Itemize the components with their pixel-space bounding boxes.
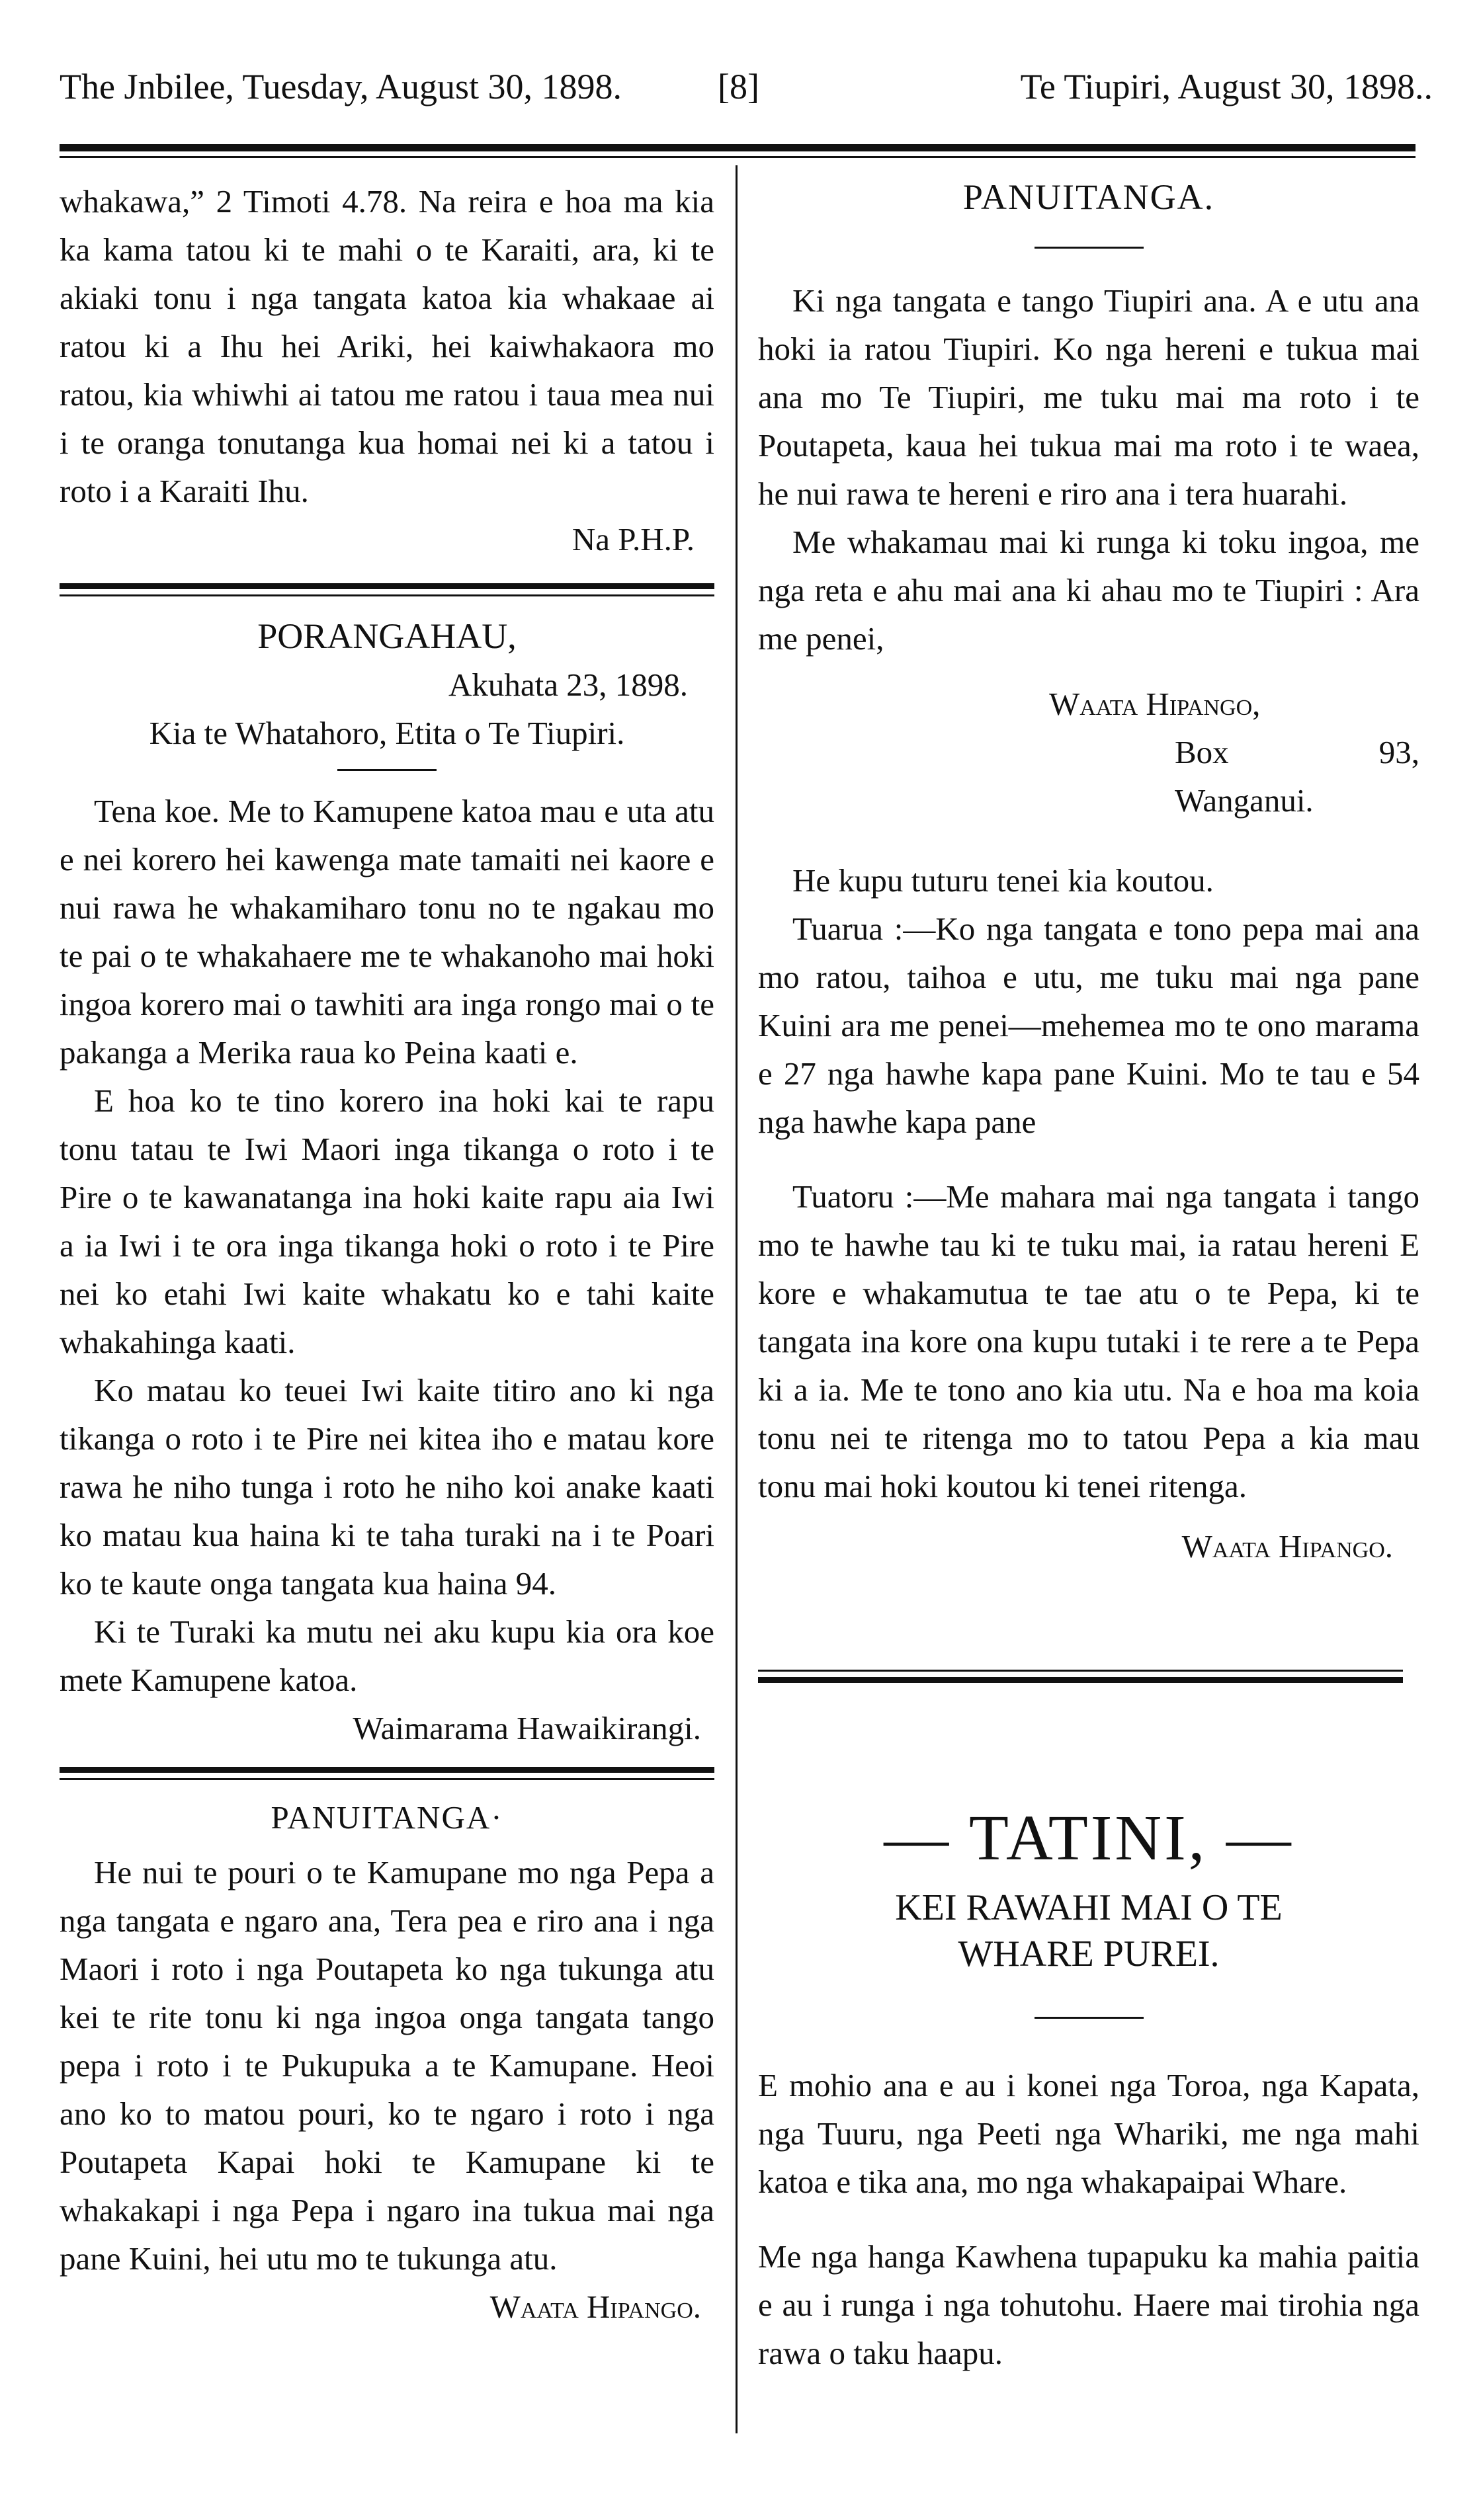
panuitanga-p4: Tuarua :—Ko nga tangata e tono pepa mai ana mo ratou, taihoa e utu, me tuku mai nga pane Kuini ara me penei—mehemea mo te ono marama e 27 nga hawhe kapa pane Kuini. Mo te tau e 54 nga hawhe kapa pane [758, 911, 1419, 1140]
header-left: The Jnbilee, Tuesday, August 30, 1898. [60, 67, 622, 106]
section-rule [60, 1767, 714, 1780]
column-divider [736, 165, 738, 2433]
header-rule-thin [60, 156, 1416, 158]
tatini-title: — TATINI, — [884, 1803, 1294, 1874]
section-rule [60, 583, 714, 596]
short-rule [1035, 2017, 1144, 2019]
letter-paragraph: Ko matau ko teuei Iwi kaite titiro ano ki nga tikanga o roto i te Pire nei kitea iho e matau kore rawa he niho tunga i roto he niho koi anake kaati ko matau kua haina ki te taha turaki na i te Poari ko te kaute onga tangata kua haina 94. [60, 1372, 714, 1602]
letter-paragraph: Ki te Turaki ka mutu nei aku kupu kia ora koe mete Kamupene katoa. [60, 1613, 714, 1698]
panuitanga-p2: Me whakamau mai ki runga ki toku ingoa, me nga reta e ahu mai ana ki ahau mo te Tiupiri : Ara me penei, [758, 524, 1419, 657]
tatini-subtitle: KEI RAWAHI MAI O TE WHARE PUREI. [895, 1887, 1283, 1974]
letter-place: PORANGAHAU, [257, 616, 517, 656]
notice-signature: Waata Hipango. [489, 2289, 701, 2325]
section-rule [758, 1670, 1403, 1683]
tatini-p2: Me nga hanga Kawhena tupapuku ka mahia paitia e au i runga i nga tohutohu. Haere mai tirohia nga rawa o taku haapu. [758, 2238, 1419, 2371]
address-box: Box 93, Wanganui. [1175, 734, 1419, 819]
panuitanga-p5: Tuatoru :—Me mahara mai nga tangata i tango mo te hawhe tau ki te tuku mai, ia ratau hereni E kore e whakamutua te tae atu o te Pepa, ki te tangata ina kore ona kupu tutaki i te rere a te Pepa ki a ia. Me te tono ano kia utu. Na e hoa ma koia tonu nei te ritenga mo to tatou Pepa a kia mau tonu mai hoki koutou ki tenei ritenga. [758, 1178, 1419, 1504]
panuitanga-signature: Waata Hipango. [1181, 1528, 1393, 1565]
header-rule-thick [60, 144, 1416, 151]
tatini-p1: E mohio ana e au i konei nga Toroa, nga Kapata, nga Tuuru, nga Peeti nga Whariki, me nga mahi katoa e tika ana, mo nga whakapaipai Whare. [758, 2067, 1419, 2200]
panuitanga-p3: He kupu tuturu tenei kia koutou. [792, 862, 1214, 899]
short-rule [1035, 247, 1144, 249]
addressee-text: Kia te Whatahoro, Etita o Te Tiupiri. [149, 715, 625, 751]
letter-paragraph: Tena koe. Me to Kamupene katoa mau e uta atu e nei korero hei kawenga mate tamaiti nei kaore e nui rawa he whakamiharo tonu no te ngakau mo te pai o te whakahaere me te whakanoho mai hoki ingoa korero mai o tawhiti ara inga rongo mai o te pakanga a Merika raua ko Peina kaati e. [60, 793, 714, 1071]
letter-date: Akuhata 23, 1898. [448, 667, 688, 703]
letter-paragraph: E hoa ko te tino korero ina hoki kai te rapu tonu tatau te Iwi Maori inga tikanga o roto i te Pire o te kawanatanga ina hoki kaite rapu aia Iwi a ia Iwi i te ora inga tikanga hoki o roto i te Pire nei ko etahi Iwi kaite whakatu ko e tahi kaite whakahinga kaati. [60, 1082, 714, 1360]
page-number: [8] [718, 67, 759, 106]
short-rule [337, 769, 437, 771]
address-name: Waata Hipango, [1049, 686, 1261, 722]
notice-text: He nui te pouri o te Kamupane mo nga Pepa a nga tangata e ngaro ana, Tera pea e riro ana i nga Maori i roto i nga Poutapeta ko nga tukunga atu kei te rite tonu ki nga ingoa onga tangata tango pepa i roto i te Pukupuka a te Kamupane. Heoi ano ko to matou pouri, ko te ngaro i roto i nga Poutapeta Kapai hoki te Kamupane ki te whakakapi i nga Pepa i ngaro ina tukua mai nga pane Kuini, hei utu mo te tukunga atu. [60, 1854, 714, 2277]
panuitanga-p1: Ki nga tangata e tango Tiupiri ana. A e utu ana hoki ia ratou Tiupiri. Ko nga hereni e tukua mai ana mo Te Tiupiri, me tuku mai ma roto i te Poutapeta, kaua hei tukua mai ma roto i te waea, he nui rawa te hereni e riro ana i tera huarahi. [758, 282, 1419, 512]
letter-addressee [60, 709, 714, 757]
letter-signature: Waimarama Hawaikirangi. [353, 1710, 701, 1746]
header-right: Te Tiupiri, August 30, 1898.. [1020, 67, 1433, 106]
left-column [60, 177, 714, 2331]
opening-signature: Na P.H.P. [571, 521, 695, 557]
opening-text: whakawa,” 2 Timoti 4.78. Na reira e hoa ma kia ka kama tatou ki te mahi o te Karaiti, ara, ki te akiaki tonu i nga tangata katoa kia whakaae ai ratou ki a Ihu hei Ariki, hei kaiwhakaora mo ratou, kia whiwhi ai tatou me ratou i taua mea nui i te oranga tonutanga kua homai nei ki a tatou i roto i a Karaiti Ihu. [60, 183, 714, 509]
panuitanga-title: PANUITANGA. [962, 177, 1215, 217]
notice-title: PANUITANGA· [271, 1799, 503, 1836]
right-column [758, 173, 1419, 2377]
